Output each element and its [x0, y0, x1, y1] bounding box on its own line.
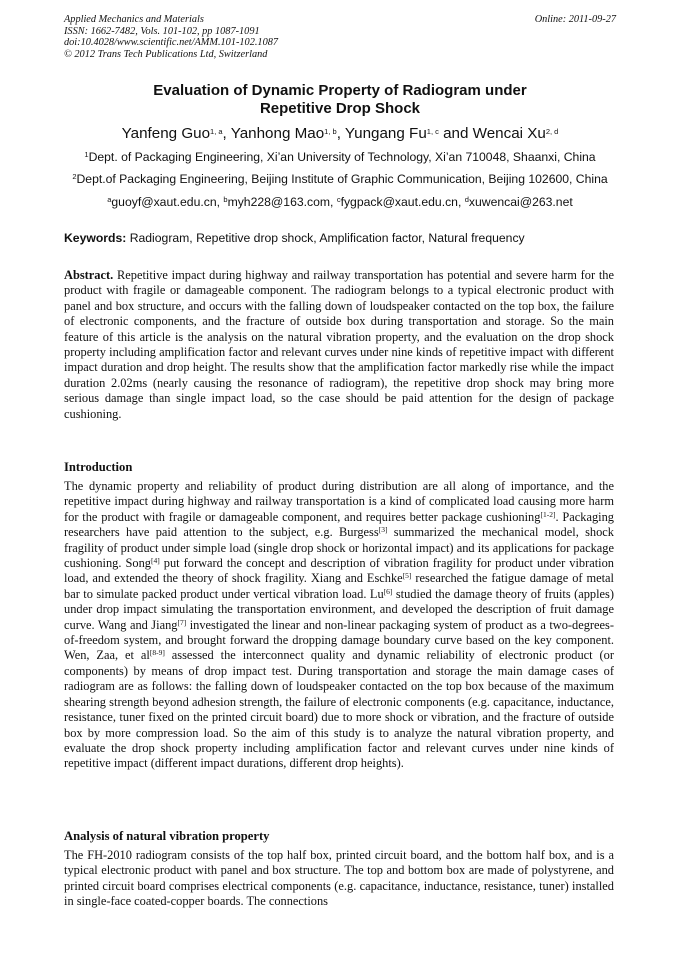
- intro-text: researched the fatigue damage of metal bar to simulate packed product under vertical vibration load. Lu: [64, 571, 614, 601]
- author-emails: [64, 195, 616, 210]
- online-date: Online: 2011-09-27: [534, 14, 616, 25]
- intro-text: summarized the mechanical model, shock fragility of product under simple load (single drop shock or horizontal impact) and its applications for package cushioning. Song: [64, 525, 614, 571]
- intro-text: studied the damage theory of fruits (apples) under drop impact simulating the transportation environment, and developed the description of fruit damage curve. Wang and Jiang: [64, 586, 614, 632]
- citation: [3]: [378, 525, 388, 535]
- affiliation-superscript: 1: [84, 150, 89, 159]
- author-list: [64, 125, 616, 143]
- email-address[interactable]: myh228@163.com,: [227, 195, 337, 209]
- paper-title-line-1: Evaluation of Dynamic Property of Radiogram under: [153, 82, 527, 99]
- keywords-text: Radiogram, Repetitive drop shock, Amplification factor, Natural frequency: [126, 231, 525, 245]
- intro-text: assessed the interconnect quality and dynamic reliability of electronic product (or components) by means of drop impact test. During transportation and storage the main damage cases of radiogram are as follows: the falling down of loudspeaker contacted on the top box because of the maximum shearing strength beyond adhesion strength, the failure of electronic components (e.g. capacitance, inductance, resistance, tuner fixed on the printed circuit board) due to more shock or vibration, and the fracture of outside box by more compression load. So the aim of this study is to analyze the natural vibration property, and evaluate the drop shock property including amplification factor and relevant curves under nine kinds of repetitive impact (different impact durations, different drop heights).: [64, 648, 614, 771]
- author-superscript: 1, b: [324, 127, 337, 136]
- section-heading-introduction: Introduction: [64, 460, 133, 474]
- author-name: and Wencai Xu: [438, 125, 546, 142]
- affiliation-text: Dept. of Packaging Engineering, Xi’an University of Technology, Xi’an 710048, Shaanxi, China: [88, 150, 596, 164]
- paper-title: [64, 82, 616, 118]
- citation: [1-2]: [540, 509, 556, 519]
- affiliation-1: [60, 150, 620, 165]
- email-superscript: a: [107, 195, 112, 204]
- citation: [7]: [177, 617, 187, 627]
- keywords-label: Keywords:: [64, 231, 127, 245]
- email-address[interactable]: fygpack@xaut.edu.cn,: [340, 195, 465, 209]
- affiliation-2: [60, 172, 620, 187]
- intro-text: investigated the linear and non-linear packaging system of product as a two-degrees-of-freedom system, and brought forward the dropping damage boundary curve based on the key component. Wen, Zaa, et al: [64, 617, 614, 663]
- section-heading-analysis: Analysis of natural vibration property: [64, 829, 270, 843]
- email-superscript: b: [223, 195, 228, 204]
- citation: [5]: [402, 571, 412, 581]
- author-superscript: 1, c: [426, 127, 439, 136]
- email-address[interactable]: xuwencai@263.net: [468, 195, 573, 209]
- journal-name: Applied Mechanics and Materials: [64, 14, 204, 25]
- abstract-label: Abstract.: [64, 268, 114, 282]
- author-name: , Yanhong Mao: [222, 125, 325, 142]
- journal-issn: ISSN: 1662-7482, Vols. 101-102, pp 1087-1091: [64, 25, 260, 37]
- paper-title-line-2: Repetitive Drop Shock: [259, 100, 421, 117]
- citation: [6]: [383, 586, 393, 596]
- affiliation-text: Dept.of Packaging Engineering, Beijing Institute of Graphic Communication, Beijing 102600, China: [76, 172, 608, 186]
- abstract: [64, 268, 614, 422]
- abstract-text: Repetitive impact during highway and railway transportation has potential and severe harm for the product with fragile or damageable component. The radiogram belongs to a typical electronic product with panel and box structure, and occurs with the falling down of loudspeaker contacted on the top box, the failure of electronic components, and the fracture of outside box during transportation and storage. So the main feature of this article is the analysis on the natural vibration property, and the evaluation on the drop shock property including amplification factor and relevant curves under nine kinds of repetitive impact with different impact duration and drop height. The results show that the amplification factor markedly rise while the impact duration 2.02ms (nearly causing the resonance of radiogram), the repetitive drop shock may bring more serious damage than single impact load, so the case should be paid attention for the design of package cushioning.: [64, 268, 614, 421]
- citation: [8-9]: [149, 648, 165, 658]
- citation: [4]: [150, 556, 160, 566]
- keywords: [64, 231, 616, 246]
- author-name: , Yungang Fu: [336, 125, 427, 142]
- intro-text: The dynamic property and reliability of product during distribution are all along of importance, and the repetitive impact during highway and railway transportation is a kind of complicated load causing more harm for the product with fragile or damageable component, and requires better package cushioning: [64, 479, 614, 524]
- intro-text: . Packaging researchers have paid attention to the subject, e.g. Burgess: [64, 509, 615, 540]
- email-superscript: d: [464, 195, 469, 204]
- author-superscript: 2, d: [545, 127, 559, 136]
- email-address[interactable]: guoyf@xaut.edu.cn,: [111, 195, 224, 209]
- analysis-paragraph: The FH-2010 radiogram consists of the top half box, printed circuit board, and the bottom half box, and is a typical electronic product with panel and box structure. The top and bottom box are made of polystyrene, and printed circuit board comprises electrical components (e.g. capacitance, inductance, resistance, tuner) installed in single-face coated-copper boards. The connections: [64, 848, 614, 909]
- journal-header: [64, 14, 616, 60]
- intro-text: put forward the concept and description of vibration fragility for product under vibration load, and extended the theory of shock fragility. Xiang and Eschke: [64, 556, 614, 586]
- affiliation-superscript: 2: [72, 172, 77, 181]
- email-superscript: c: [336, 195, 341, 204]
- introduction-paragraph: [64, 479, 614, 772]
- journal-copyright: © 2012 Trans Tech Publications Ltd, Switzerland: [64, 48, 268, 60]
- journal-doi: doi:10.4028/www.scientific.net/AMM.101-102.1087: [64, 37, 279, 48]
- author-name: Yanfeng Guo: [121, 125, 211, 142]
- author-superscript: 1, a: [210, 127, 223, 136]
